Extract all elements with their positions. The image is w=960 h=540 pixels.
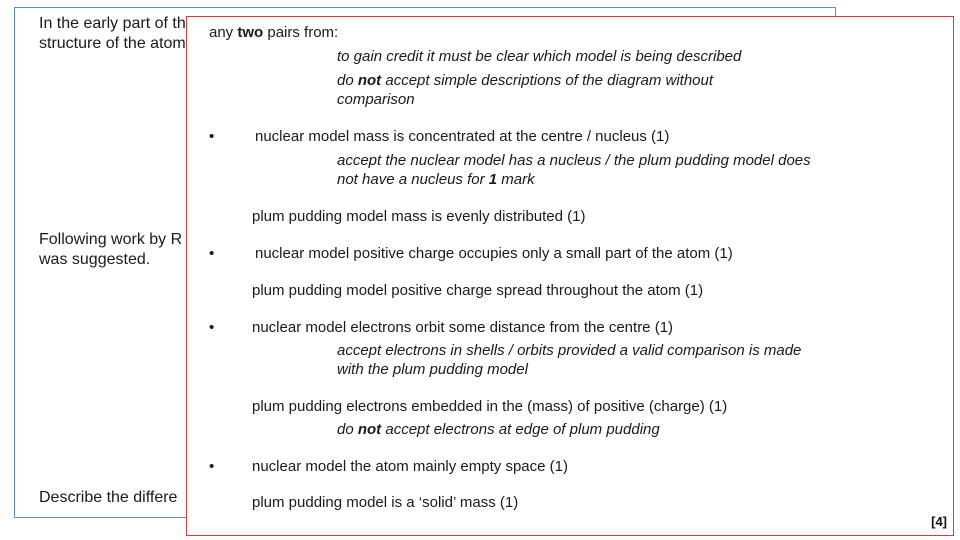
bullet-marker: •	[209, 458, 215, 475]
marking-point: nuclear model positive charge occupies only a small part of the atom (1)	[255, 245, 733, 262]
bullet-marker: •	[209, 319, 215, 336]
question-describe-text: Describe the differe	[39, 489, 178, 506]
guidance-note: accept electrons in shells / orbits provided a valid comparison is made with the plum pudding model	[337, 342, 802, 378]
marking-point: nuclear model electrons orbit some distance from the centre (1)	[252, 319, 674, 336]
mark-scheme-header: any two pairs from:	[209, 24, 339, 41]
guidance-note: to gain credit it must be clear which model is being described	[337, 48, 742, 65]
marking-point: plum pudding model mass is evenly distributed (1)	[252, 208, 586, 225]
marks-total: [4]	[931, 514, 947, 529]
marking-point: plum pudding electrons embedded in the (mass) of positive (charge) (1)	[252, 398, 728, 415]
bullet-marker: •	[209, 128, 215, 145]
guidance-note: accept the nuclear model has a nucleus / the plum pudding model does not have a nucleus for 1 mark	[337, 152, 811, 188]
marking-point: nuclear model mass is concentrated at the centre / nucleus (1)	[255, 128, 670, 145]
marking-point: plum pudding model positive charge spread throughout the atom (1)	[252, 282, 704, 299]
guidance-note: do not accept simple descriptions of the diagram without comparison	[337, 72, 714, 108]
guidance-note: do not accept electrons at edge of plum pudding	[337, 421, 660, 438]
marking-point: plum pudding model is a ‘solid’ mass (1)	[252, 494, 519, 511]
question-followup-text: Following work by R was suggested.	[39, 231, 183, 268]
bullet-marker: •	[209, 245, 215, 262]
question-intro-text: In the early part of th structure of the atom	[39, 15, 186, 52]
marking-point: nuclear model the atom mainly empty space (1)	[252, 458, 568, 475]
mark-scheme-panel	[186, 16, 954, 536]
